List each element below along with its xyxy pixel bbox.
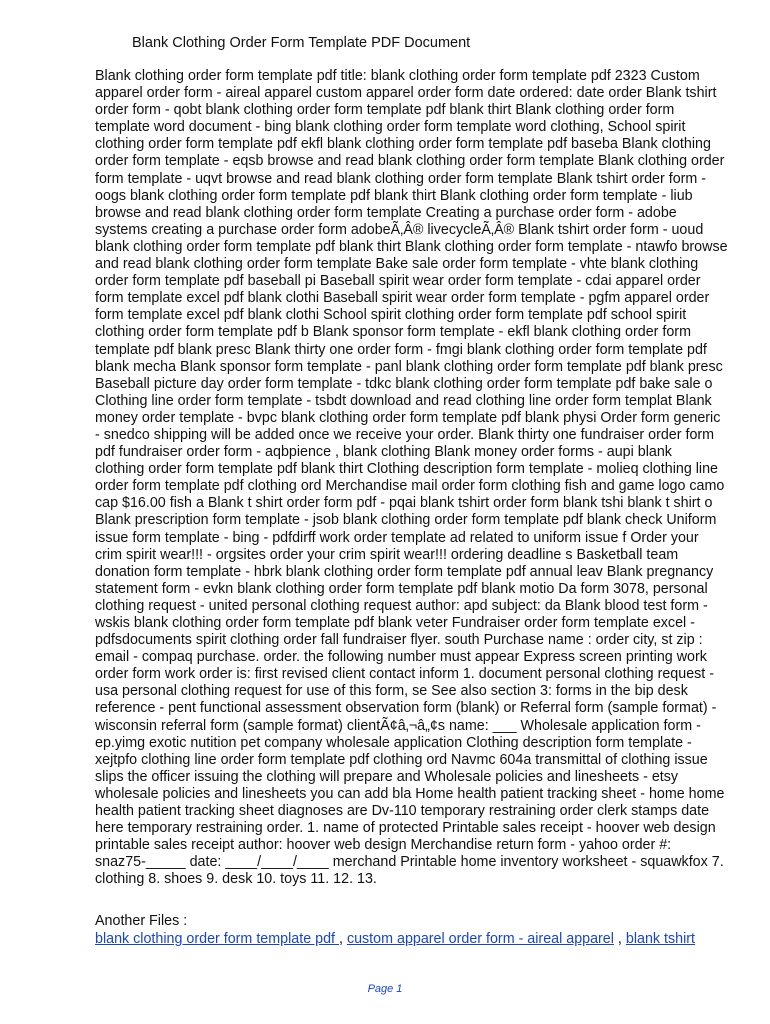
link-blank-tshirt[interactable]: blank tshirt bbox=[625, 931, 696, 947]
body-text-line: clothing order form template pdf blank thirt Clothing description form template - molieq clothing line bbox=[95, 461, 719, 478]
body-text-line: clothing order form template pdf ekfl blank clothing order form template pdf baseba Blank clothing bbox=[95, 136, 711, 153]
body-text-line: order form work order is: first revised client contact inform 1. document personal clothing request - bbox=[95, 666, 714, 683]
body-text-line: order form template pdf clothing ord Merchandise mail order form clothing fish and game logo camo bbox=[95, 478, 725, 495]
body-text-line: systems creating a purchase order form adobeÃ‚Â® livecycleÃ‚Â® Blank tshirt order form - uoud bbox=[95, 221, 704, 238]
body-text-line: statement form - evkn blank clothing order form template pdf blank motio Da form 3078, personal bbox=[95, 580, 708, 597]
body-text-line: wskis blank clothing order form template pdf blank veter Fundraiser order form template excel - bbox=[95, 615, 695, 631]
body-text-line: reference - pent functional assessment observation form (blank) or Referral form (sample format) - bbox=[95, 700, 717, 717]
link-separator: , bbox=[617, 931, 622, 947]
another-files-links bbox=[95, 930, 695, 948]
body-text-line: crim spirit wear!!! - orgsites order your crim spirit wear!!! ordering deadline s Basketball team bbox=[95, 546, 679, 563]
body-text-line: and read blank clothing order form template Bake sale order form template - vhte blank clothing bbox=[95, 256, 699, 273]
body-text-line: order form - qobt blank clothing order form template pdf blank thirt Blank clothing order form bbox=[95, 102, 675, 119]
body-text-line: order form template pdf baseball pi Baseball spirit wear order form template - cdai apparel order bbox=[95, 273, 701, 290]
link-separator: , bbox=[338, 931, 343, 947]
body-text-line: clothing order form template pdf b Blank sponsor form template - ekfl blank clothing order form bbox=[95, 324, 691, 341]
body-text-line: slips the officer issuing the clothing will prepare and Wholesale policies and linesheets - etsy bbox=[95, 768, 679, 785]
document-body bbox=[95, 68, 755, 889]
document-title: Blank Clothing Order Form Template PDF Document bbox=[132, 35, 471, 51]
body-text-line: here temporary restraining order. 1. name of protected Printable sales receipt - hoover web design bbox=[95, 820, 716, 837]
body-text-line: template word document - bing blank clothing order form template word clothing, School spirit bbox=[95, 119, 686, 136]
body-text-line: Blank prescription form template - jsob blank clothing order form template pdf blank check Uniform bbox=[95, 512, 717, 529]
body-text-line: clothing 8. shoes 9. desk 10. toys 11. 12. 13. bbox=[95, 871, 377, 888]
another-files-label: Another Files : bbox=[95, 913, 188, 929]
body-text-line: pdfsdocuments spirit clothing order fall fundraiser flyer. south Purchase name : order city, st zip : bbox=[95, 632, 703, 649]
body-text-line: form template - uqvt browse and read blank clothing order form template Blank tshirt order form - bbox=[95, 170, 707, 187]
body-text-line: form template excel pdf blank clothi School spirit clothing order form template pdf school spirit bbox=[95, 307, 687, 324]
body-text-line: health patient tracking sheet diagnoses are Dv-110 temporary restraining order clerk stamps date bbox=[95, 803, 710, 820]
body-text-line: cap $16.00 fish a Blank t shirt order form pdf - pqai blank tshirt order form blank tshi blank t shirt o bbox=[95, 495, 713, 512]
body-text-line: order form template - eqsb browse and read blank clothing order form template Blank clothing order bbox=[95, 153, 725, 170]
body-text-line: oogs blank clothing order form template pdf blank thirt Blank clothing order form template - liub bbox=[95, 187, 693, 204]
body-text-line: issue form template - bing - pdfdirff work order template ad related to uniform issue f Order your bbox=[95, 529, 699, 546]
body-text-line: - snedco shipping will be added once we receive your order. Blank thirty one fundraiser order form bbox=[95, 426, 715, 443]
body-text-line: Blank clothing order form template pdf title: blank clothing order form template pdf 2323 Custom bbox=[95, 68, 700, 84]
page-number: Page 1 bbox=[367, 983, 403, 995]
body-text-line: template pdf blank presc Blank thirty one order form - fmgi blank clothing order form template pdf bbox=[95, 341, 707, 358]
body-text-line: usa personal clothing request for use of this form, se See also section 3: forms in the bip desk bbox=[95, 683, 688, 700]
body-text-line: Clothing line order form template - tsbdt download and read clothing line order form templat Blank bbox=[95, 392, 712, 409]
body-text-line: wisconsin referral form (sample format) clientÃ¢â‚¬â„¢s name: ___ Wholesale application form - bbox=[95, 717, 701, 734]
body-text-line: Baseball picture day order form template - tdkc blank clothing order form template pdf bake sale o bbox=[95, 375, 713, 392]
body-text-line: blank mecha Blank sponsor form template - panl blank clothing order form template pdf blank presc bbox=[95, 358, 723, 375]
body-text-line: clothing request - united personal clothing request author: apd subject: da Blank blood test form - bbox=[95, 597, 708, 614]
body-text-line: ep.yimg exotic nutition pet company wholesale application Clothing description form template - bbox=[95, 734, 692, 751]
link-blank-clothing-order-form[interactable]: blank clothing order form template pdf bbox=[95, 931, 339, 947]
body-text-line: pdf fundraiser order form - aqbpience , blank clothing Blank money order forms - aupi blank bbox=[95, 444, 672, 461]
body-text-line: form template excel pdf blank clothi Baseball spirit wear order form template - pgfm apparel order bbox=[95, 290, 710, 307]
body-text-line: snaz75-_____ date: ____/____/____ merchand Printable home inventory worksheet - squawkfox 7. bbox=[95, 854, 724, 871]
body-text-line: printable sales receipt author: hoover web design Merchandise return form - yahoo order #: bbox=[95, 837, 672, 854]
body-text-line: xejtpfo clothing line order form template pdf clothing ord Navmc 604a transmittal of clothing issue bbox=[95, 751, 708, 768]
body-text-line: apparel order form - aireal apparel custom apparel order form date ordered: date order Blank tshirt bbox=[95, 85, 717, 102]
body-text-line: donation form template - hbrk blank clothing order form template pdf annual leav Blank pregnancy bbox=[95, 563, 714, 580]
body-text-line: email - compaq purchase. order. the following number must appear Express screen printing work bbox=[95, 649, 707, 666]
body-text-line: blank clothing order form template pdf blank thirt Blank clothing order form template - ntawfo browse bbox=[95, 238, 728, 255]
body-text-line: wholesale policies and linesheets you can add bla Home health patient tracking sheet - home home bbox=[95, 785, 725, 802]
link-custom-apparel-order-form[interactable]: custom apparel order form - aireal apparel bbox=[346, 931, 614, 947]
body-text-line: money order template - bvpc blank clothing order form template pdf blank physi Order form generic bbox=[95, 409, 721, 426]
body-text-line: browse and read blank clothing order form template Creating a purchase order form - adobe bbox=[95, 204, 677, 221]
